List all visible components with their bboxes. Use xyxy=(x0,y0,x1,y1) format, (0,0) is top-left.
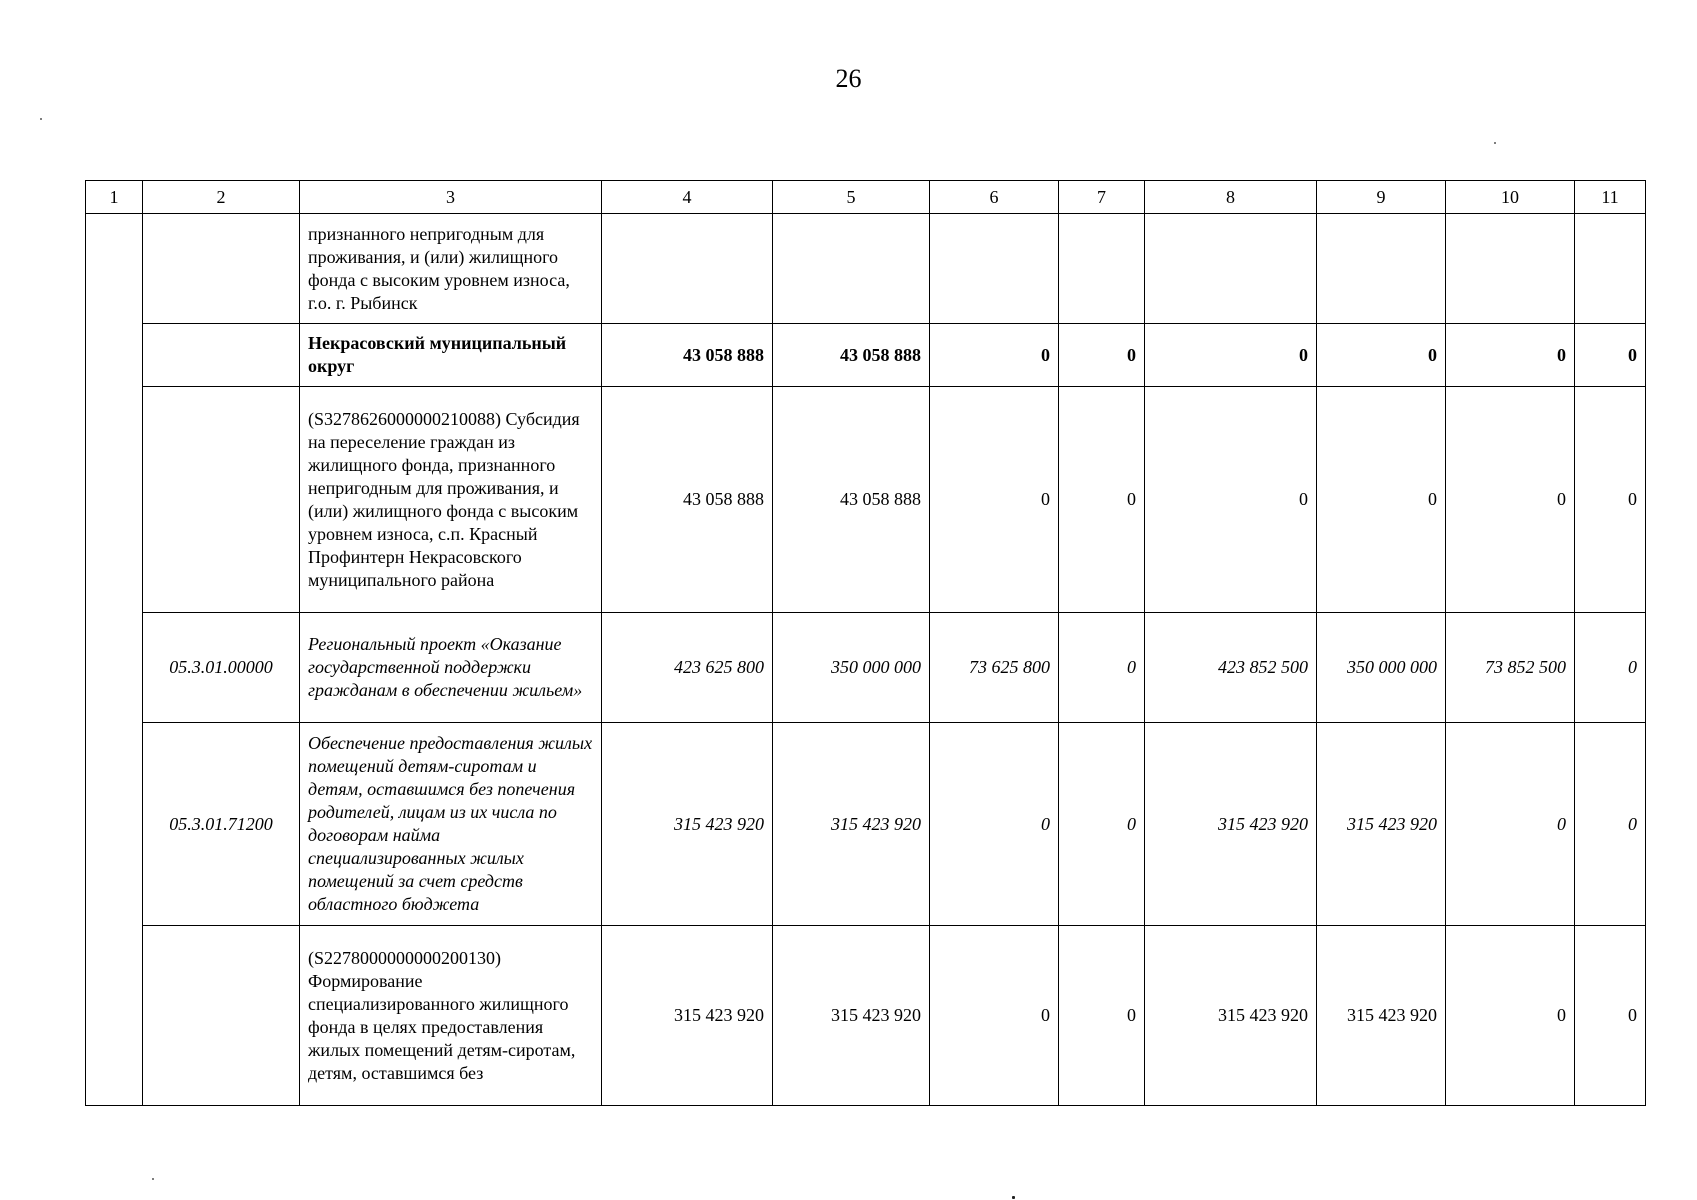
value-cell: 0 xyxy=(1059,926,1145,1106)
row-code xyxy=(143,214,300,324)
value-cell: 0 xyxy=(1059,613,1145,723)
value-cell: 43 058 888 xyxy=(602,387,773,613)
value-cell: 0 xyxy=(1446,926,1575,1106)
value-cell: 315 423 920 xyxy=(602,926,773,1106)
value-cell: 0 xyxy=(1446,324,1575,387)
value-cell: 0 xyxy=(1145,387,1317,613)
row-name: (S2278000000000200130) Формирование специализированного жилищного фонда в целях предоставления жилых помещений детям-сиротам, детям, оставшимся без xyxy=(300,926,602,1106)
scan-speck xyxy=(40,118,42,120)
value-cell xyxy=(602,214,773,324)
header-cell: 8 xyxy=(1145,181,1317,214)
row-name: признанного непригодным для проживания, и (или) жилищного фонда с высоким уровнем износа, г.о. г. Рыбинск xyxy=(300,214,602,324)
value-cell: 315 423 920 xyxy=(1317,723,1446,926)
value-cell: 0 xyxy=(1575,387,1646,613)
scan-speck xyxy=(1494,142,1496,144)
value-cell: 0 xyxy=(930,324,1059,387)
value-cell xyxy=(1446,214,1575,324)
value-cell: 0 xyxy=(1059,324,1145,387)
table-row xyxy=(86,214,1646,324)
header-cell: 7 xyxy=(1059,181,1145,214)
column-1-cell xyxy=(86,214,143,1106)
value-cell: 0 xyxy=(1446,723,1575,926)
table-row xyxy=(86,613,1646,723)
row-name: (S3278626000000210088) Субсидия на переселение граждан из жилищного фонда, признанного непригодным для проживания, и (или) жилищного фонда с высоким уровнем износа, с.п. Красный Профинтерн Некрасовского муниципального района xyxy=(300,387,602,613)
value-cell: 315 423 920 xyxy=(1145,723,1317,926)
value-cell: 0 xyxy=(1059,723,1145,926)
value-cell xyxy=(1059,214,1145,324)
header-cell: 6 xyxy=(930,181,1059,214)
row-code xyxy=(143,926,300,1106)
row-code: 05.3.01.00000 xyxy=(143,613,300,723)
value-cell: 0 xyxy=(1575,613,1646,723)
value-cell: 0 xyxy=(1317,387,1446,613)
value-cell: 0 xyxy=(930,926,1059,1106)
table-row xyxy=(86,926,1646,1106)
value-cell: 423 625 800 xyxy=(602,613,773,723)
value-cell: 315 423 920 xyxy=(602,723,773,926)
value-cell: 43 058 888 xyxy=(602,324,773,387)
value-cell: 0 xyxy=(1317,324,1446,387)
value-cell: 350 000 000 xyxy=(1317,613,1446,723)
value-cell: 0 xyxy=(1446,387,1575,613)
value-cell: 0 xyxy=(930,723,1059,926)
row-code xyxy=(143,324,300,387)
value-cell: 43 058 888 xyxy=(773,387,930,613)
value-cell: 315 423 920 xyxy=(773,926,930,1106)
value-cell: 0 xyxy=(930,387,1059,613)
value-cell: 315 423 920 xyxy=(1317,926,1446,1106)
value-cell: 350 000 000 xyxy=(773,613,930,723)
header-cell: 5 xyxy=(773,181,930,214)
value-cell: 43 058 888 xyxy=(773,324,930,387)
value-cell: 0 xyxy=(1059,387,1145,613)
table-row xyxy=(86,723,1646,926)
row-name: Некрасовский муниципальный округ xyxy=(300,324,602,387)
page-number: 26 xyxy=(835,64,862,93)
budget-table xyxy=(85,180,1646,1106)
header-cell: 2 xyxy=(143,181,300,214)
row-name: Региональный проект «Оказание государственной поддержки гражданам в обеспечении жильем» xyxy=(300,613,602,723)
value-cell xyxy=(1317,214,1446,324)
value-cell: 0 xyxy=(1575,723,1646,926)
row-code: 05.3.01.71200 xyxy=(143,723,300,926)
value-cell: 0 xyxy=(1145,324,1317,387)
value-cell: 315 423 920 xyxy=(773,723,930,926)
table-row xyxy=(86,387,1646,613)
value-cell xyxy=(930,214,1059,324)
scan-speck xyxy=(1012,1196,1015,1199)
value-cell: 315 423 920 xyxy=(1145,926,1317,1106)
value-cell: 73 625 800 xyxy=(930,613,1059,723)
header-cell: 9 xyxy=(1317,181,1446,214)
header-cell: 1 xyxy=(86,181,143,214)
row-code xyxy=(143,387,300,613)
header-cell: 11 xyxy=(1575,181,1646,214)
value-cell xyxy=(1575,214,1646,324)
value-cell: 73 852 500 xyxy=(1446,613,1575,723)
value-cell xyxy=(1145,214,1317,324)
header-cell: 3 xyxy=(300,181,602,214)
header-cell: 10 xyxy=(1446,181,1575,214)
row-name: Обеспечение предоставления жилых помещений детям-сиротам и детям, оставшимся без попечения родителей, лицам из их числа по договорам найма специализированных жилых помещений за счет средств областного бюджета xyxy=(300,723,602,926)
value-cell: 423 852 500 xyxy=(1145,613,1317,723)
header-cell: 4 xyxy=(602,181,773,214)
value-cell: 0 xyxy=(1575,926,1646,1106)
scan-speck xyxy=(152,1178,154,1180)
value-cell xyxy=(773,214,930,324)
table-row xyxy=(86,324,1646,387)
header-row xyxy=(86,181,1646,214)
value-cell: 0 xyxy=(1575,324,1646,387)
